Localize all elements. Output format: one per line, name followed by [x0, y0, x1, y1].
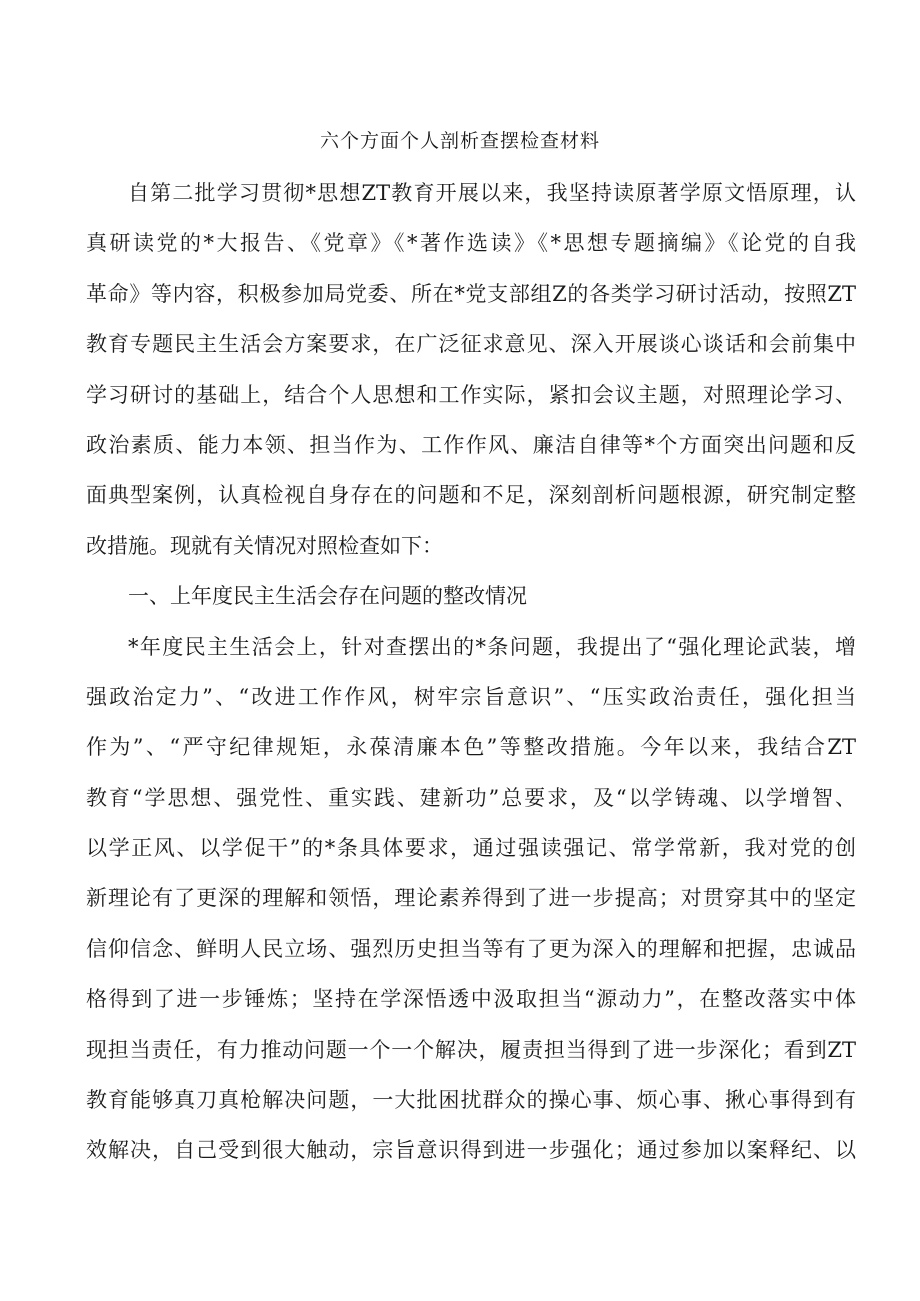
paragraph-line: 面典型案例，认真检视自身存在的问题和不足，深刻剖析问题根源，研究制定整: [86, 483, 856, 508]
paragraph-line: 效解决，自己受到很大触动，宗旨意识得到进一步强化；通过参加以案释纪、以: [86, 1138, 856, 1163]
paragraph-line: 格得到了进一步锤炼；坚持在学深悟透中汲取担当“源动力”，在整改落实中体: [86, 987, 856, 1012]
paragraph-line: 教育专题民主生活会方案要求，在广泛征求意见、深入开展谈心谈话和会前集中: [86, 332, 856, 357]
paragraph-line: 新理论有了更深的理解和领悟，理论素养得到了进一步提高；对贯穿其中的坚定: [86, 886, 856, 911]
document-body: [86, 168, 856, 1176]
paragraph-line: 革命》等内容，积极参加局党委、所在*党支部组Z的各类学习研讨活动，按照ZT: [86, 281, 856, 306]
paragraph-line: 改措施。现就有关情况对照检查如下：: [86, 533, 443, 558]
paragraph-line: 现担当责任，有力推动问题一个一个解决，履责担当得到了进一步深化；看到ZT: [86, 1037, 856, 1062]
paragraph-line: 以学正风、以学促干”的*条具体要求，通过强读强记、常学常新，我对党的创: [86, 836, 856, 861]
paragraph-line: *年度民主生活会上，针对查摆出的*条问题，我提出了“强化理论武装，增: [128, 634, 856, 659]
paragraph-line: 教育“学思想、强党性、重实践、建新功”总要求，及“以学铸魂、以学增智、: [86, 785, 856, 810]
paragraph-line: 学习研讨的基础上，结合个人思想和工作实际，紧扣会议主题，对照理论学习、: [86, 382, 856, 407]
section-heading: 一、上年度民主生活会存在问题的整改情况: [128, 584, 527, 609]
paragraph-line: 强政治定力”、“改进工作作风，树牢宗旨意识”、“压实政治责任，强化担当: [86, 684, 856, 709]
paragraph-line: 教育能够真刀真枪解决问题，一大批困扰群众的操心事、烦心事、揪心事得到有: [86, 1088, 856, 1113]
paragraph-line: 作为”、“严守纪律规矩，永葆清廉本色”等整改措施。今年以来，我结合ZT: [86, 735, 856, 760]
paragraph-line: 真研读党的*大报告、《党章》《*著作选读》《*思想专题摘编》《论党的自我: [86, 231, 856, 256]
paragraph-line: 自第二批学习贯彻*思想ZT教育开展以来，我坚持读原著学原文悟原理，认: [128, 181, 856, 205]
paragraph-line: 信仰信念、鲜明人民立场、强烈历史担当等有了更为深入的理解和把握，忠诚品: [86, 936, 856, 961]
document-title: 六个方面个人剖析查摆检查材料: [319, 130, 600, 152]
paragraph-line: 政治素质、能力本领、担当作为、工作作风、廉洁自律等*个方面突出问题和反: [86, 432, 856, 457]
